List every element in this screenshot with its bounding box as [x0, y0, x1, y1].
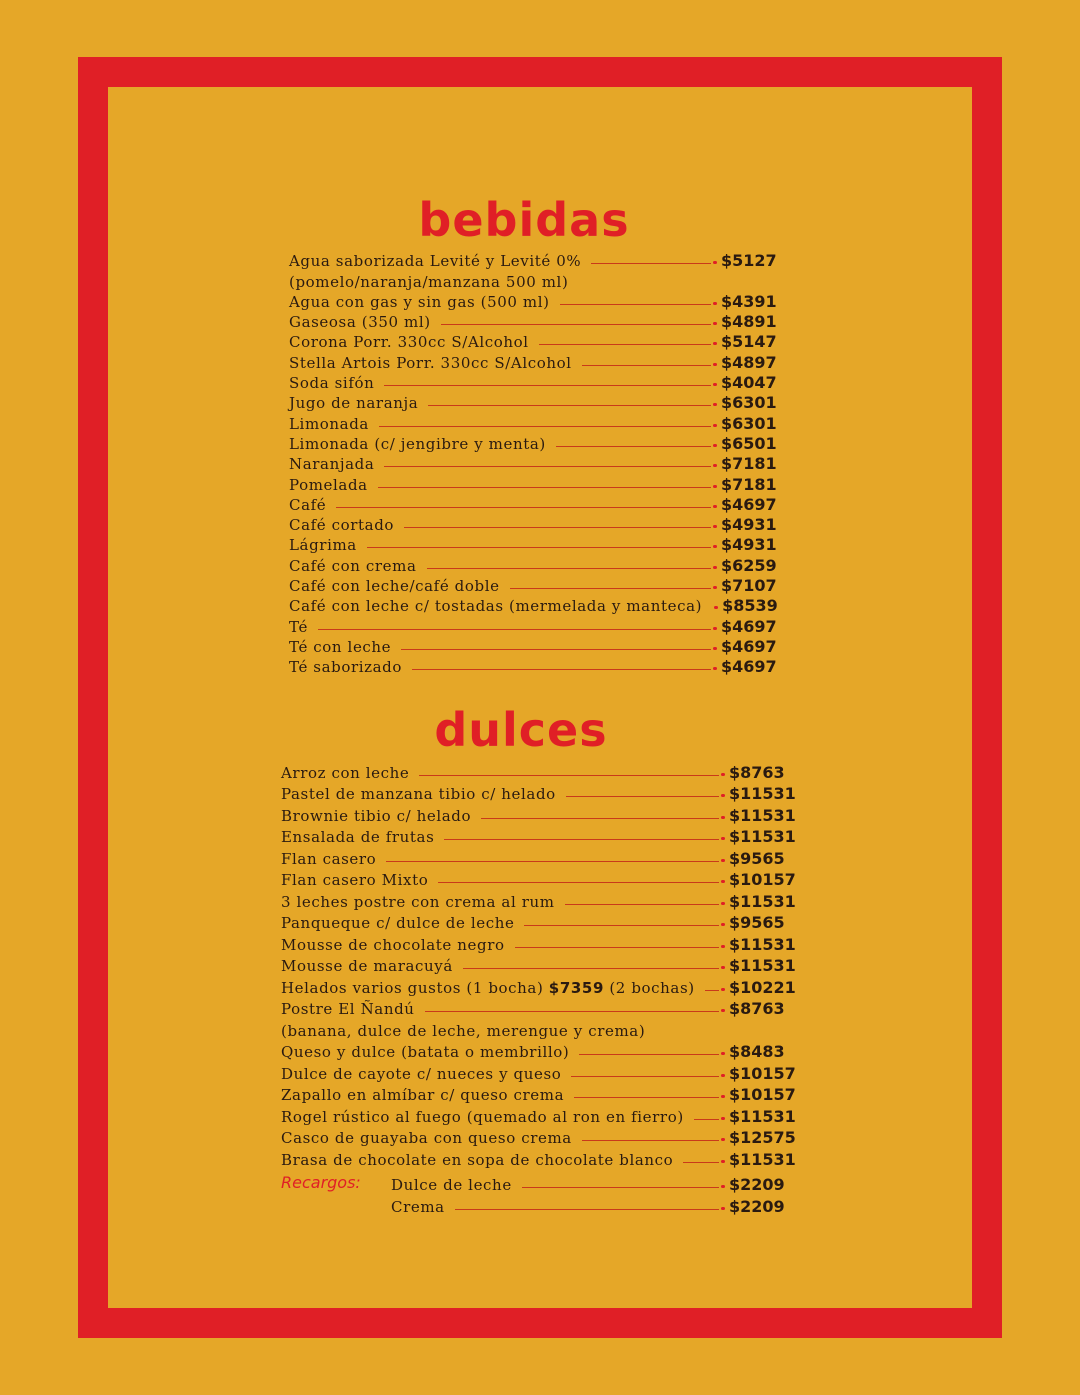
item-price: $6301: [721, 393, 777, 413]
leader-line: [427, 568, 712, 569]
leader-line: [579, 1054, 719, 1055]
menu-item: [289, 595, 779, 615]
item-name: [289, 455, 380, 473]
menu-item: [289, 554, 779, 574]
leader-line: [384, 466, 711, 467]
item-name-text: Ensalada de frutas: [281, 828, 435, 846]
menu-item: [289, 656, 779, 676]
leader-line: [412, 669, 711, 670]
menu-item: [281, 975, 796, 997]
leader-line: [318, 629, 711, 630]
item-name-text: Limonada (c/ jengibre y menta): [289, 434, 546, 453]
menu-item: [289, 250, 779, 270]
item-name: [289, 394, 424, 412]
item-price: $11531: [729, 1106, 796, 1126]
item-price: $6259: [721, 555, 777, 575]
item-name: [289, 415, 375, 433]
item-name-text: (pomelo/naranja/manzana 500 ml): [289, 272, 569, 291]
bebidas-section: [289, 190, 779, 676]
item-price: $4697: [721, 636, 777, 656]
leader-line: [336, 507, 711, 508]
item-name: [391, 1198, 451, 1216]
item-price: $12575: [729, 1128, 796, 1147]
item-name-text: Café: [289, 495, 327, 514]
item-price: $11531: [729, 827, 796, 846]
menu-item: [391, 1173, 791, 1195]
item-name-text: Té saborizado: [289, 658, 403, 677]
leader-line: [566, 796, 719, 797]
menu-item: [289, 615, 779, 635]
menu-item: [289, 392, 779, 412]
item-name-text: Mousse de maracuyá: [281, 957, 453, 975]
leader-line: [386, 861, 719, 862]
item-price: $4697: [721, 616, 777, 636]
item-name: [289, 516, 400, 534]
item-name-text: Gaseosa (350 ml): [289, 313, 431, 332]
item-name-text: Flan casero Mixto: [281, 871, 429, 889]
item-name: [281, 1108, 690, 1126]
item-name: [289, 293, 556, 311]
menu-item: [281, 868, 796, 890]
item-price: $11531: [729, 805, 796, 825]
menu-item: [281, 1061, 796, 1083]
item-price: $10221: [729, 977, 796, 997]
leader-line: [582, 1140, 719, 1141]
item-name: [289, 557, 423, 575]
item-name: [281, 828, 440, 846]
menu-item: [289, 351, 779, 371]
leader-line: [694, 1119, 719, 1120]
leader-line: [539, 344, 711, 345]
menu-item: [281, 1126, 796, 1148]
item-name-text: Helados varios gustos (1 bocha): [281, 978, 544, 997]
leader-line: [510, 588, 711, 589]
item-name-text: Café con leche/café doble: [289, 577, 500, 596]
item-name: [281, 1129, 578, 1147]
menu-item: [289, 433, 779, 453]
item-name-text: Soda sifón: [289, 374, 375, 393]
item-name: [289, 577, 506, 595]
item-name-text: Arroz con leche: [281, 763, 410, 782]
leader-line: [404, 527, 711, 528]
item-name: [281, 1022, 651, 1040]
item-name: [281, 807, 477, 825]
leader-line: [384, 385, 711, 386]
item-name: [289, 536, 363, 554]
item-name: [289, 597, 708, 615]
menu-item: [281, 760, 791, 782]
menu-item: [289, 372, 779, 392]
item-price: $7181: [721, 474, 777, 494]
item-name: [281, 764, 415, 782]
item-price: $2209: [729, 1196, 785, 1216]
leader-line: [705, 990, 719, 991]
item-name-text: Corona Porr. 330cc S/Alcohol: [289, 333, 529, 352]
leader-line: [560, 304, 711, 305]
item-name-text: Agua saborizada Levité y Levité 0%: [289, 252, 582, 271]
menu-item: [289, 473, 779, 493]
item-name: [289, 354, 578, 372]
item-price: $10157: [729, 1063, 796, 1083]
recargos-block: [281, 1173, 791, 1216]
leader-line: [515, 947, 719, 948]
item-name-text: Naranjada: [289, 455, 375, 474]
menu-item: [289, 331, 779, 351]
item-name-text: Lágrima: [289, 536, 357, 555]
leader-line: [524, 925, 719, 926]
item-name: [281, 871, 434, 889]
item-name: [289, 252, 587, 270]
leader-line: [379, 426, 711, 427]
item-name: [281, 936, 511, 954]
menu-item: [281, 803, 796, 825]
item-inline-price: $7359: [548, 978, 604, 997]
leader-line: [582, 365, 711, 366]
leader-line: [481, 818, 719, 819]
item-name-text: Rogel rústico al fuego (quemado al ron en fierro): [281, 1107, 684, 1126]
item-name-text: Stella Artois Porr. 330cc S/Alcohol: [289, 353, 572, 372]
item-name: [289, 435, 552, 453]
item-price: $4891: [721, 312, 777, 332]
item-name-text: Zapallo en almíbar c/ queso crema: [281, 1086, 565, 1104]
item-price: $10157: [729, 1085, 796, 1104]
item-name-text: Dulce de leche: [391, 1176, 512, 1194]
menu-item: [281, 954, 796, 976]
leader-line: [425, 1011, 719, 1012]
item-name: [281, 785, 562, 803]
item-name-text: Flan casero: [281, 849, 377, 868]
section-title-dulces: dulces: [434, 703, 608, 757]
leader-line: [401, 649, 711, 650]
menu-item: [281, 911, 791, 933]
menu-item: [281, 1040, 791, 1062]
dulces-list: [281, 760, 796, 1169]
item-price: $4931: [721, 535, 777, 555]
leader-line: [522, 1187, 719, 1188]
item-price: $4697: [721, 494, 777, 514]
leader-line: [556, 446, 711, 447]
item-name: [281, 1000, 421, 1018]
item-name-text: (banana, dulce de leche, merengue y crema): [281, 1021, 646, 1040]
item-price: $11531: [729, 891, 796, 911]
leader-line: [428, 405, 711, 406]
menu-item: [289, 311, 779, 331]
item-price: $6301: [721, 413, 777, 433]
item-name-text: Pastel de manzana tibio c/ helado: [281, 785, 556, 803]
recargos-list: [391, 1173, 791, 1216]
item-price: $7107: [721, 576, 777, 596]
menu-item: [281, 1104, 796, 1126]
item-price: $8483: [729, 1042, 785, 1061]
menu-item: [281, 846, 791, 868]
leader-line: [367, 547, 711, 548]
menu-item: [281, 825, 796, 847]
item-name: [281, 979, 701, 997]
item-name: [281, 1151, 679, 1169]
item-name-text: Brownie tibio c/ helado: [281, 806, 472, 825]
item-name-text: Pomelada: [289, 475, 368, 494]
item-name-text: Brasa de chocolate en sopa de chocolate blanco: [281, 1150, 674, 1169]
item-name-text: Agua con gas y sin gas (500 ml): [289, 292, 550, 311]
item-name: [289, 496, 332, 514]
item-name-text: Limonada: [289, 414, 369, 433]
menu-item: [289, 494, 779, 514]
item-name: [281, 914, 520, 932]
item-name-text: Casco de guayaba con queso crema: [281, 1129, 572, 1147]
item-name-text: Crema: [391, 1197, 445, 1216]
item-name: [289, 638, 397, 656]
item-price: $5147: [721, 332, 777, 352]
item-name-text: Café con leche c/ tostadas (mermelada y manteca): [289, 597, 703, 616]
menu-item: [289, 453, 779, 473]
item-name: [289, 273, 574, 291]
item-name: [289, 374, 380, 392]
item-name-text: Queso y dulce (batata o membrillo): [281, 1043, 570, 1061]
section-title-bebidas: bebidas: [418, 193, 630, 247]
item-price: $11531: [729, 956, 796, 975]
leader-line: [444, 839, 719, 840]
item-price: $6501: [721, 433, 777, 453]
item-name-text: Mousse de chocolate negro: [281, 935, 505, 954]
bebidas-list: [289, 250, 779, 676]
item-name-text: Dulce de cayote c/ nueces y queso: [281, 1064, 562, 1083]
item-name: [281, 893, 561, 911]
leader-line: [455, 1209, 719, 1210]
item-price: $4697: [721, 657, 777, 677]
item-price: $8763: [729, 762, 785, 782]
item-price: $4897: [721, 352, 777, 372]
leader-line: [565, 904, 719, 905]
leader-line: [463, 968, 719, 969]
menu-item: [289, 575, 779, 595]
item-name-text: Postre El Ñandú: [281, 1000, 415, 1018]
recargos-label: Recargos:: [281, 1172, 361, 1192]
item-name: [281, 1065, 567, 1083]
item-price: $9565: [729, 848, 785, 868]
menu-item: [289, 534, 779, 554]
item-price: $11531: [729, 934, 796, 954]
item-price: $7181: [721, 454, 777, 474]
item-name: [289, 658, 408, 676]
item-price: $10157: [729, 870, 796, 889]
leader-line: [683, 1162, 719, 1163]
item-price: $8763: [729, 999, 785, 1018]
menu-item: [281, 932, 796, 954]
leader-line: [591, 263, 711, 264]
item-name: [289, 333, 535, 351]
item-name-text: Jugo de naranja: [289, 394, 419, 413]
item-name: [289, 476, 374, 494]
menu-item: [281, 1147, 796, 1169]
dulces-section: [281, 700, 796, 1216]
item-name-text: Café cortado: [289, 516, 395, 535]
item-price: $4047: [721, 373, 777, 393]
item-name-text: Té: [289, 617, 308, 636]
item-name-suffix: (2 bochas): [609, 978, 695, 997]
item-price: $2209: [729, 1175, 785, 1194]
leader-line: [378, 487, 711, 488]
leader-line: [419, 775, 719, 776]
menu-item: [289, 636, 779, 656]
item-name: [281, 850, 382, 868]
item-name-text: Café con crema: [289, 556, 417, 575]
leader-line: [571, 1076, 719, 1077]
item-name-text: Té con leche: [289, 637, 392, 656]
item-name: [281, 1043, 575, 1061]
item-name: [391, 1176, 518, 1194]
menu-item: [289, 270, 779, 290]
leader-line: [574, 1097, 719, 1098]
item-name-text: 3 leches postre con crema al rum: [281, 892, 555, 911]
menu-item: [289, 412, 779, 432]
menu-item: [289, 291, 779, 311]
menu-item: [281, 889, 796, 911]
menu-item: [281, 997, 791, 1019]
item-name-text: Panqueque c/ dulce de leche: [281, 914, 515, 932]
menu-item: [281, 782, 796, 804]
menu-item: [289, 514, 779, 534]
item-name: [281, 957, 459, 975]
item-price: $11531: [729, 784, 796, 803]
item-name: [289, 313, 437, 331]
item-price: $11531: [729, 1149, 796, 1169]
menu-item: [281, 1083, 796, 1105]
leader-line: [438, 882, 719, 883]
item-price: $8539: [722, 596, 778, 616]
item-price: $4391: [721, 291, 777, 311]
item-price: $4931: [721, 515, 777, 535]
item-price: $5127: [721, 251, 777, 271]
menu-item: [391, 1194, 791, 1216]
item-name: [289, 618, 314, 636]
leader-line: [441, 324, 711, 325]
item-price: $9565: [729, 913, 785, 932]
item-name: [281, 1086, 570, 1104]
menu-item: [281, 1018, 791, 1040]
